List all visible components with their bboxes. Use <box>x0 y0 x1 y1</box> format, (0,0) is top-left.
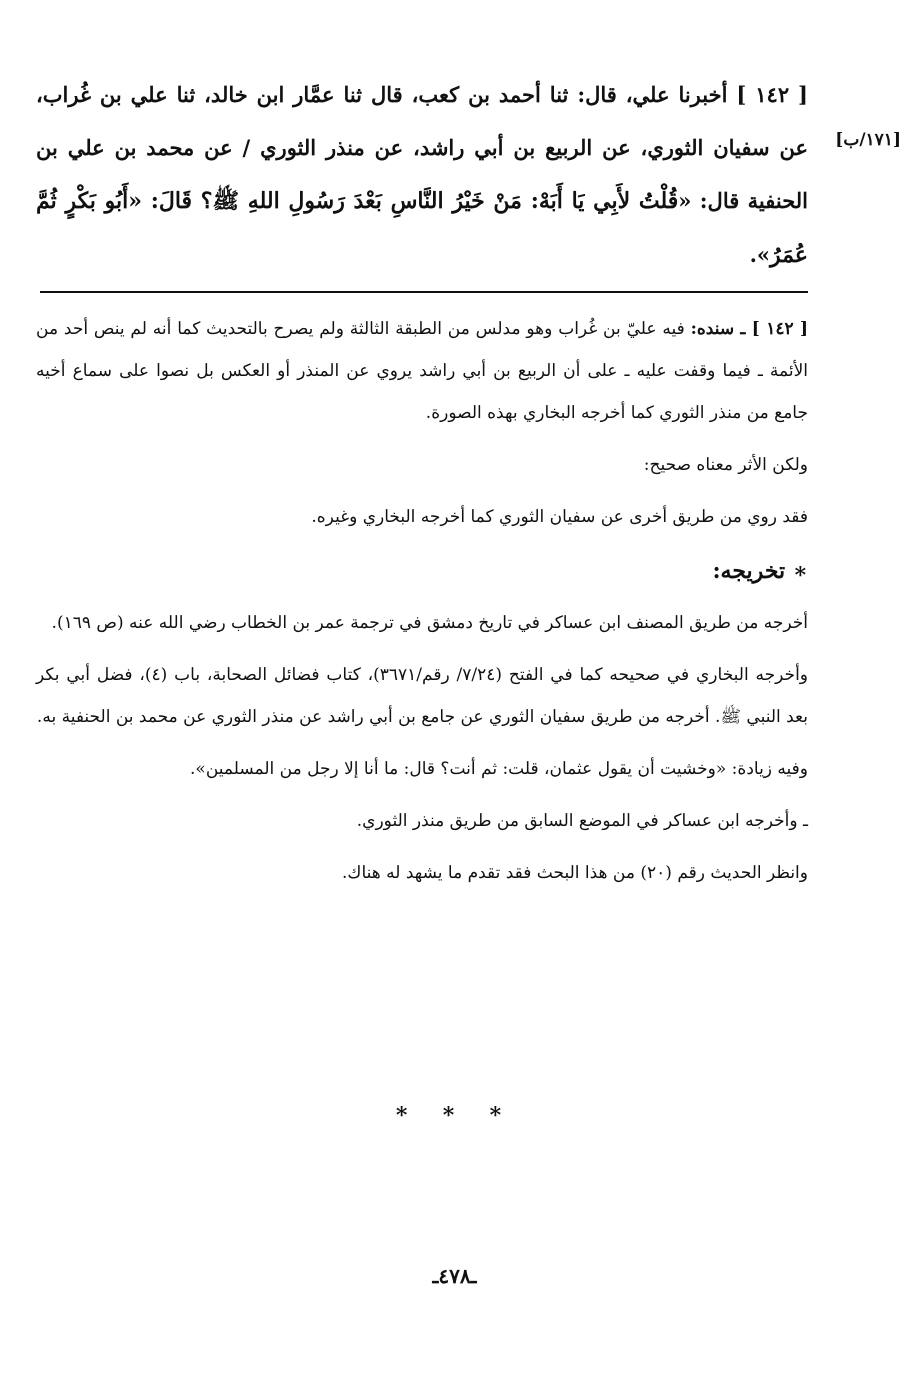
section-separator-stars: ∗ ∗ ∗ <box>394 1098 515 1124</box>
takhrij-see-also: وانظر الحديث رقم (٢٠) من هذا البحث فقد تقدم ما يشهد له هناك. <box>342 863 808 883</box>
manuscript-folio-note: [١٧١/ب] <box>835 130 901 150</box>
footnote-separator <box>40 291 808 293</box>
footnote-isnad-lead: [ ١٤٢ ] ـ سنده: <box>690 319 808 339</box>
hadith-paragraph <box>36 68 808 282</box>
takhrij-addition: وفيه زيادة: «وخشيت أن يقول عثمان، قلت: ثم أنت؟ قال: ما أنا إلا رجل من المسلمين». <box>190 759 808 779</box>
hadith-isnad: [ ١٤٢ ] أخبرنا علي، قال: ثنا أحمد بن كعب، قال ثنا عمَّار ابن خالد، ثنا علي بن غُراب، عن سفيان الثوري، عن الربيع بن أبي راشد، عن منذر الثوري / عن محمد بن علي بن الحنفية قال: « <box>36 82 808 213</box>
takhrij-ibn-asakir: أخرجه من طريق المصنف ابن عساكر في تاريخ دمشق في ترجمة عمر بن الخطاب رضي الله عنه (ص ١٦٩). <box>51 613 808 633</box>
footnote-isnad <box>36 308 808 434</box>
hadith-closing: ». <box>749 242 771 267</box>
page-number: ـ٤٧٨ـ <box>432 1264 477 1288</box>
takhrij-heading: ∗ تخريجه: <box>712 558 808 584</box>
takhrij-bukhari: وأخرجه البخاري في صحيحه كما في الفتح (٧/٢٤/ رقم/٣٦٧١)، كتاب فضائل الصحابة، باب (٤)، فضل أبي بكر بعد النبي ﷺ. أخرجه من طريق سفيان الثوري عن جامع بن أبي راشد عن منذر الثوري عن محمد بن الحنفية به. <box>36 665 808 727</box>
takhrij-ibn-asakir-second: ـ وأخرجه ابن عساكر في الموضع السابق من طريق منذر الثوري. <box>356 811 808 831</box>
hadith-matn: قُلْتُ لأَبِي يَا أَبَهْ: مَنْ خَيْرُ النَّاسِ بَعْدَ رَسُولِ اللهِ ﷺ؟ قَالَ: «أَبُو بَكْرٍ ثُمَّ عُمَرُ <box>36 188 808 268</box>
footnote-meaning: ولكن الأثر معناه صحيح: <box>643 455 808 475</box>
footnote-isnad-text: فيه عليّ بن غُراب وهو مدلس من الطبقة الثالثة ولم يصرح بالتحديث كما أنه لم ينص أحد من الأئمة ـ فيما وقفت عليه ـ على أن الربيع بن أبي راشد يروي عن المنذر أو العكس بل نصوا على سماع أخيه جامع من منذر الثوري كما أخرجه البخاري بهذه الصورة. <box>36 319 808 423</box>
footnote-other-route: فقد روي من طريق أخرى عن سفيان الثوري كما أخرجه البخاري وغيره. <box>311 507 808 527</box>
hadith-text <box>36 68 808 282</box>
footnotes <box>36 308 808 904</box>
